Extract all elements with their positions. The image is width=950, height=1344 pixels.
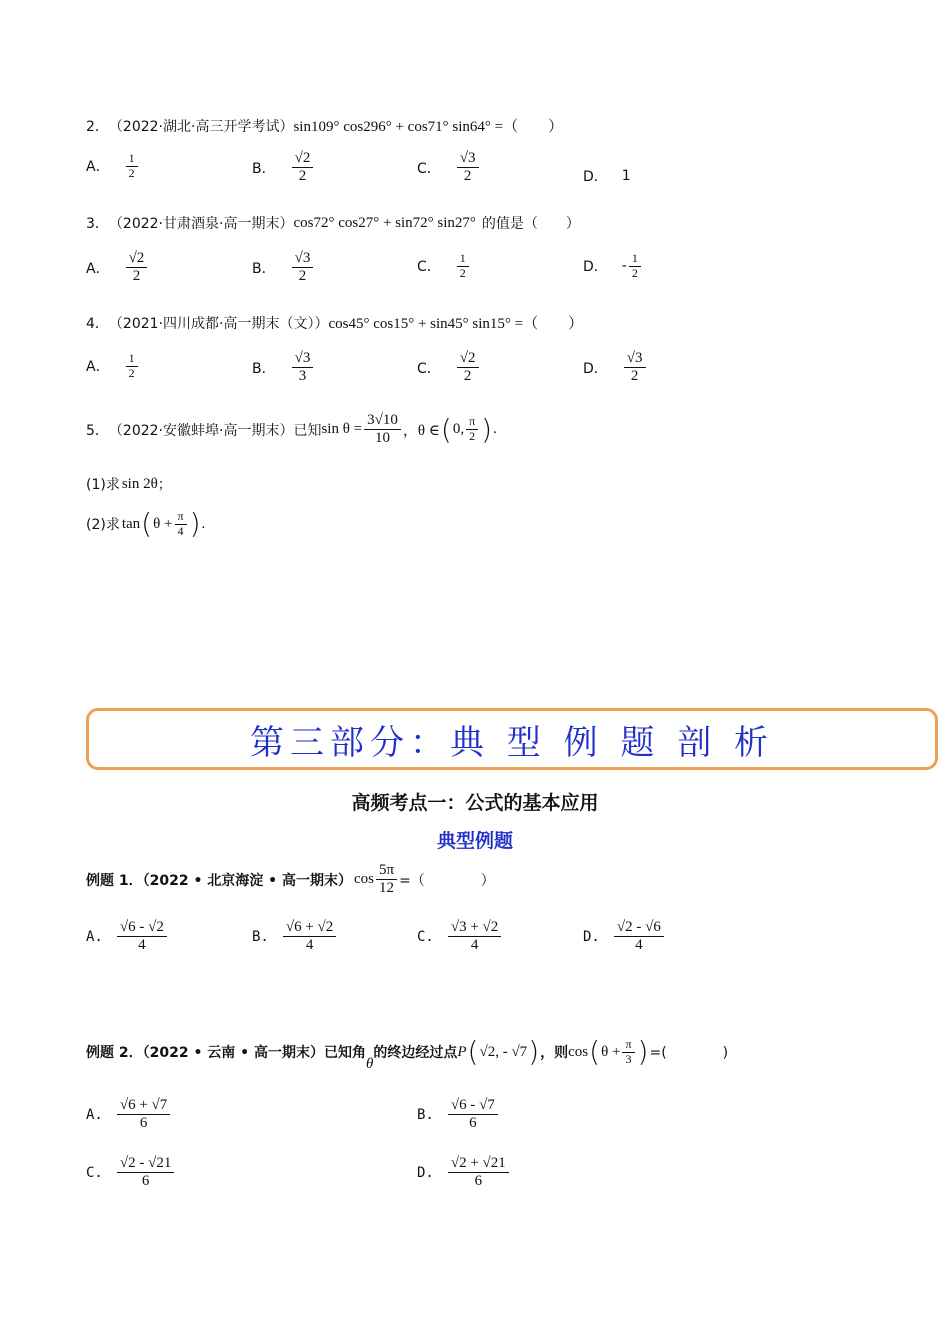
example-then: ，则: [540, 1045, 569, 1062]
question-3: [86, 213, 580, 233]
option-label: B．: [252, 260, 276, 277]
option-label: C．: [417, 259, 441, 276]
ex1-option-a[interactable]: [86, 919, 169, 955]
question-5: [86, 412, 497, 448]
option-fraction: $\frac{√3}{3}$: [292, 350, 314, 386]
sub-expression: sin 2θ: [121, 475, 158, 492]
q2-option-a[interactable]: [86, 152, 140, 181]
example-label: 例题 2．（2022 • 云南 • 高一期末）已知角: [86, 1045, 366, 1062]
option-fraction: $\frac{√3 + √2}{4}$: [448, 919, 501, 955]
q3-option-c[interactable]: [417, 252, 471, 281]
option-label: B.: [252, 928, 269, 945]
cos-fraction: $\frac{5\pi}{12}$: [376, 862, 397, 898]
tan-function: tan: [121, 515, 141, 532]
option-label: A．: [86, 260, 110, 277]
question-number: 3．: [86, 216, 109, 232]
cos-function: cos: [353, 871, 374, 888]
paren-right-2: ): [637, 1035, 649, 1069]
option-label: B．: [252, 360, 276, 377]
example-2: [86, 1035, 729, 1072]
cos-argument: θ +: [601, 1043, 621, 1060]
option-fraction: $\frac{√3}{2}$: [292, 250, 314, 286]
option-sign: -: [621, 258, 627, 275]
question-4: [86, 312, 583, 333]
example-1: [86, 862, 495, 898]
ex2-option-a[interactable]: [86, 1097, 172, 1133]
sin-expression: sin θ =: [321, 421, 363, 438]
ex1-option-c[interactable]: [417, 919, 503, 955]
option-label: A．: [86, 159, 110, 176]
option-fraction: $\frac{√2}{2}$: [126, 250, 148, 286]
option-label: A．: [86, 359, 110, 376]
sub-label: (1)求: [86, 477, 120, 493]
option-value: 1: [621, 168, 631, 184]
ex2-option-d[interactable]: [417, 1155, 511, 1191]
interval-paren-right: ): [481, 412, 493, 446]
q5-sub-question-2: [86, 507, 206, 541]
q3-option-d[interactable]: [583, 252, 643, 281]
paren-left: (: [467, 1035, 479, 1069]
question-source: （2022·湖北·高三开学考试）: [108, 118, 294, 135]
section-subtitle: 典型例题: [436, 830, 513, 852]
banner-title: 第三部分：典 型 例 题 剖 析: [249, 722, 775, 763]
question-number: 5．: [86, 422, 109, 439]
option-label: B.: [417, 1106, 434, 1123]
question-expression: sin109° cos296° + cos71° sin64° =（ ）: [293, 119, 564, 135]
question-source: （2022·安徽蚌埠·高一期末）已知: [108, 422, 322, 439]
option-fraction: $\frac{√2 + √21}{6}$: [448, 1155, 509, 1191]
paren-right: ): [189, 507, 201, 541]
sin-value-fraction: $\frac{3√10}{10}$: [364, 412, 401, 448]
question-number: 4．: [86, 315, 109, 332]
q3-option-b[interactable]: [252, 250, 315, 286]
sub-label: (2)求: [86, 517, 120, 534]
theta-symbol: θ: [365, 1055, 374, 1072]
option-fraction: $\frac{1}{2}$: [457, 252, 469, 281]
theta-condition: ，θ ∈: [402, 423, 440, 440]
point-coords: √2, - √7: [479, 1043, 528, 1060]
option-fraction: $\frac{√2 - √21}{6}$: [117, 1155, 174, 1191]
option-fraction: $\frac{√3}{2}$: [457, 150, 479, 186]
tan-fraction: $\frac{\pi}{4}$: [175, 510, 187, 539]
sentence-end: .: [493, 421, 497, 438]
option-fraction: $\frac{√6 - √7}{6}$: [448, 1097, 498, 1133]
cos-function: cos: [568, 1043, 589, 1060]
paren-left: (: [141, 507, 153, 541]
option-label: C．: [417, 360, 441, 377]
question-source: （2021·四川成都·高一期末（文））: [108, 315, 329, 332]
cos-fraction: $\frac{\pi}{3}$: [622, 1038, 634, 1067]
paren-right: ): [528, 1035, 540, 1069]
option-label: D．: [583, 169, 608, 185]
point-name: P: [457, 1043, 467, 1060]
option-label: D.: [417, 1164, 434, 1181]
q3-option-a[interactable]: [86, 250, 149, 286]
q4-option-d[interactable]: [583, 350, 648, 386]
q4-option-c[interactable]: [417, 350, 481, 386]
q2-option-b[interactable]: [252, 150, 315, 186]
sub-end: ；: [157, 477, 172, 493]
option-fraction: $\frac{√2}{2}$: [457, 350, 479, 386]
section-title: 高频考点一：公式的基本应用: [351, 792, 599, 814]
paren-left-2: (: [589, 1035, 601, 1069]
section-banner: [86, 708, 938, 770]
option-label: C.: [417, 928, 434, 945]
question-number: 2．: [86, 118, 109, 135]
interval-left: 0,: [452, 421, 465, 438]
option-label: B．: [252, 160, 276, 177]
ex1-option-d[interactable]: [583, 919, 666, 955]
sentence-end: .: [201, 515, 206, 532]
example-tail: =（ ）: [399, 872, 495, 889]
option-fraction: $\frac{√6 + √2}{4}$: [283, 919, 336, 955]
ex2-option-b[interactable]: [417, 1097, 500, 1133]
example-label: 例题 1．（2022 • 北京海淀 • 高一期末）: [86, 872, 352, 889]
example-tail: =( ): [649, 1045, 729, 1062]
question-source: （2022·甘肃酒泉·高一期末）: [108, 216, 294, 232]
option-fraction: $\frac{1}{2}$: [629, 252, 641, 281]
question-expression: cos45° cos15° + sin45° sin15° =（ ）: [328, 316, 584, 332]
q4-option-b[interactable]: [252, 350, 315, 386]
question-expression: cos72° cos27° + sin72° sin27°: [293, 214, 476, 231]
option-fraction: $\frac{√3}{2}$: [624, 350, 646, 386]
interval-paren-left: (: [440, 412, 452, 446]
option-fraction: $\frac{√6 - √2}{4}$: [117, 919, 167, 955]
example-mid: 的终边经过点: [373, 1045, 458, 1062]
interval-right-fraction: $\frac{\pi}{2}$: [466, 415, 478, 444]
option-fraction: $\frac{1}{2}$: [126, 352, 138, 381]
q4-option-a[interactable]: [86, 352, 140, 381]
option-label: C．: [417, 160, 441, 177]
option-label: C.: [86, 1164, 103, 1181]
q2-option-c[interactable]: [417, 150, 481, 186]
option-label: A.: [86, 928, 103, 945]
ex2-option-c[interactable]: [86, 1155, 176, 1191]
option-label: D.: [583, 928, 600, 945]
question-tail: 的值是（ ）: [481, 216, 580, 232]
option-fraction: $\frac{√6 + √7}{6}$: [117, 1097, 170, 1133]
option-label: D．: [583, 360, 608, 377]
ex1-option-b[interactable]: [252, 919, 338, 955]
option-fraction: $\frac{1}{2}$: [126, 152, 138, 181]
option-fraction: $\frac{√2}{2}$: [292, 150, 314, 186]
option-label: A.: [86, 1106, 103, 1123]
q5-sub-question-1: [86, 474, 172, 494]
tan-argument: θ +: [153, 515, 173, 532]
option-fraction: $\frac{√2 - √6}{4}$: [614, 919, 664, 955]
option-label: D．: [583, 259, 608, 276]
question-2: [86, 115, 563, 136]
q2-option-d[interactable]: [583, 166, 631, 186]
